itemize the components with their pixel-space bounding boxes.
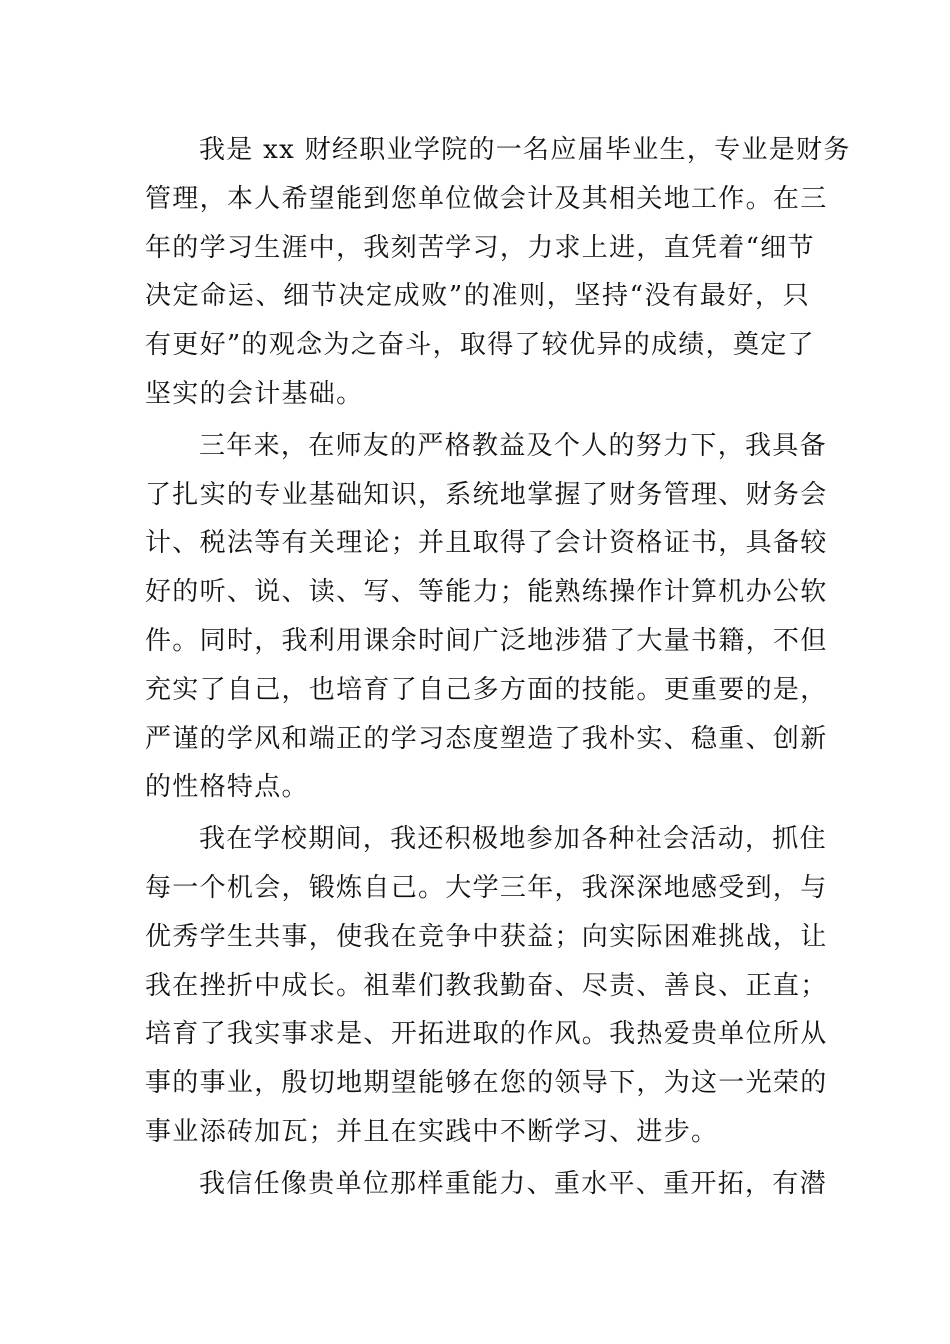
paragraph-3 xyxy=(145,815,828,1157)
text-line: 优秀学生共事，使我在竞争中获益；向实际困难挑战，让 xyxy=(145,921,828,952)
text-line: 培育了我实事求是、开拓进取的作风。我热爱贵单位所从 xyxy=(145,1019,828,1050)
text-line: 事的事业，殷切地期望能够在您的领导下，为这一光荣的 xyxy=(145,1068,828,1099)
text-line: 坚实的会计基础。 xyxy=(145,378,364,409)
text-line: 事业添砖加瓦；并且在实践中不断学习、进步。 xyxy=(145,1116,719,1147)
paragraph-4 xyxy=(145,1160,827,1209)
text-line: 了扎实的专业基础知识，系统地掌握了财务管理、财务会 xyxy=(145,479,828,510)
text-line: 我是 xx 财经职业学院的一名应届毕业生，专业是财务 xyxy=(199,135,851,165)
text-line: 我在学校期间，我还积极地参加各种社会活动，抓住 xyxy=(199,824,827,855)
text-line: 我在挫折中成长。祖辈们教我勤奋、尽责、善良、正直； xyxy=(145,970,828,1001)
text-line: 有更好”的观念为之奋斗，取得了较优异的成绩，奠定了 xyxy=(145,330,815,361)
text-line: 管理，本人希望能到您单位做会计及其相关地工作。在三 xyxy=(145,183,828,214)
text-line: 决定命运、细节决定成败”的准则，坚持“没有最好，只 xyxy=(145,281,810,312)
paragraph-1 xyxy=(145,126,851,419)
paragraph-2 xyxy=(145,422,828,812)
text-line: 件。同时，我利用课余时间广泛地涉猎了大量书籍，不但 xyxy=(145,625,828,656)
text-line: 年的学习生涯中，我刻苦学习，力求上进，直凭着“细节 xyxy=(145,232,815,263)
text-line: 我信任像贵单位那样重能力、重水平、重开拓，有潜 xyxy=(199,1168,827,1199)
text-line: 三年来，在师友的严格教益及个人的努力下，我具备 xyxy=(199,430,827,461)
document-body xyxy=(145,126,851,1209)
text-line: 严谨的学风和端正的学习态度塑造了我朴实、稳重、创新 xyxy=(145,723,828,754)
text-line: 好的听、说、读、写、等能力；能熟练操作计算机办公软 xyxy=(145,577,828,608)
text-line: 计、税法等有关理论；并且取得了会计资格证书，具备较 xyxy=(145,528,828,559)
text-line: 每一个机会，锻炼自己。大学三年，我深深地感受到，与 xyxy=(145,872,828,903)
text-line: 的性格特点。 xyxy=(145,772,309,803)
text-line: 充实了自己，也培育了自己多方面的技能。更重要的是， xyxy=(145,674,828,705)
